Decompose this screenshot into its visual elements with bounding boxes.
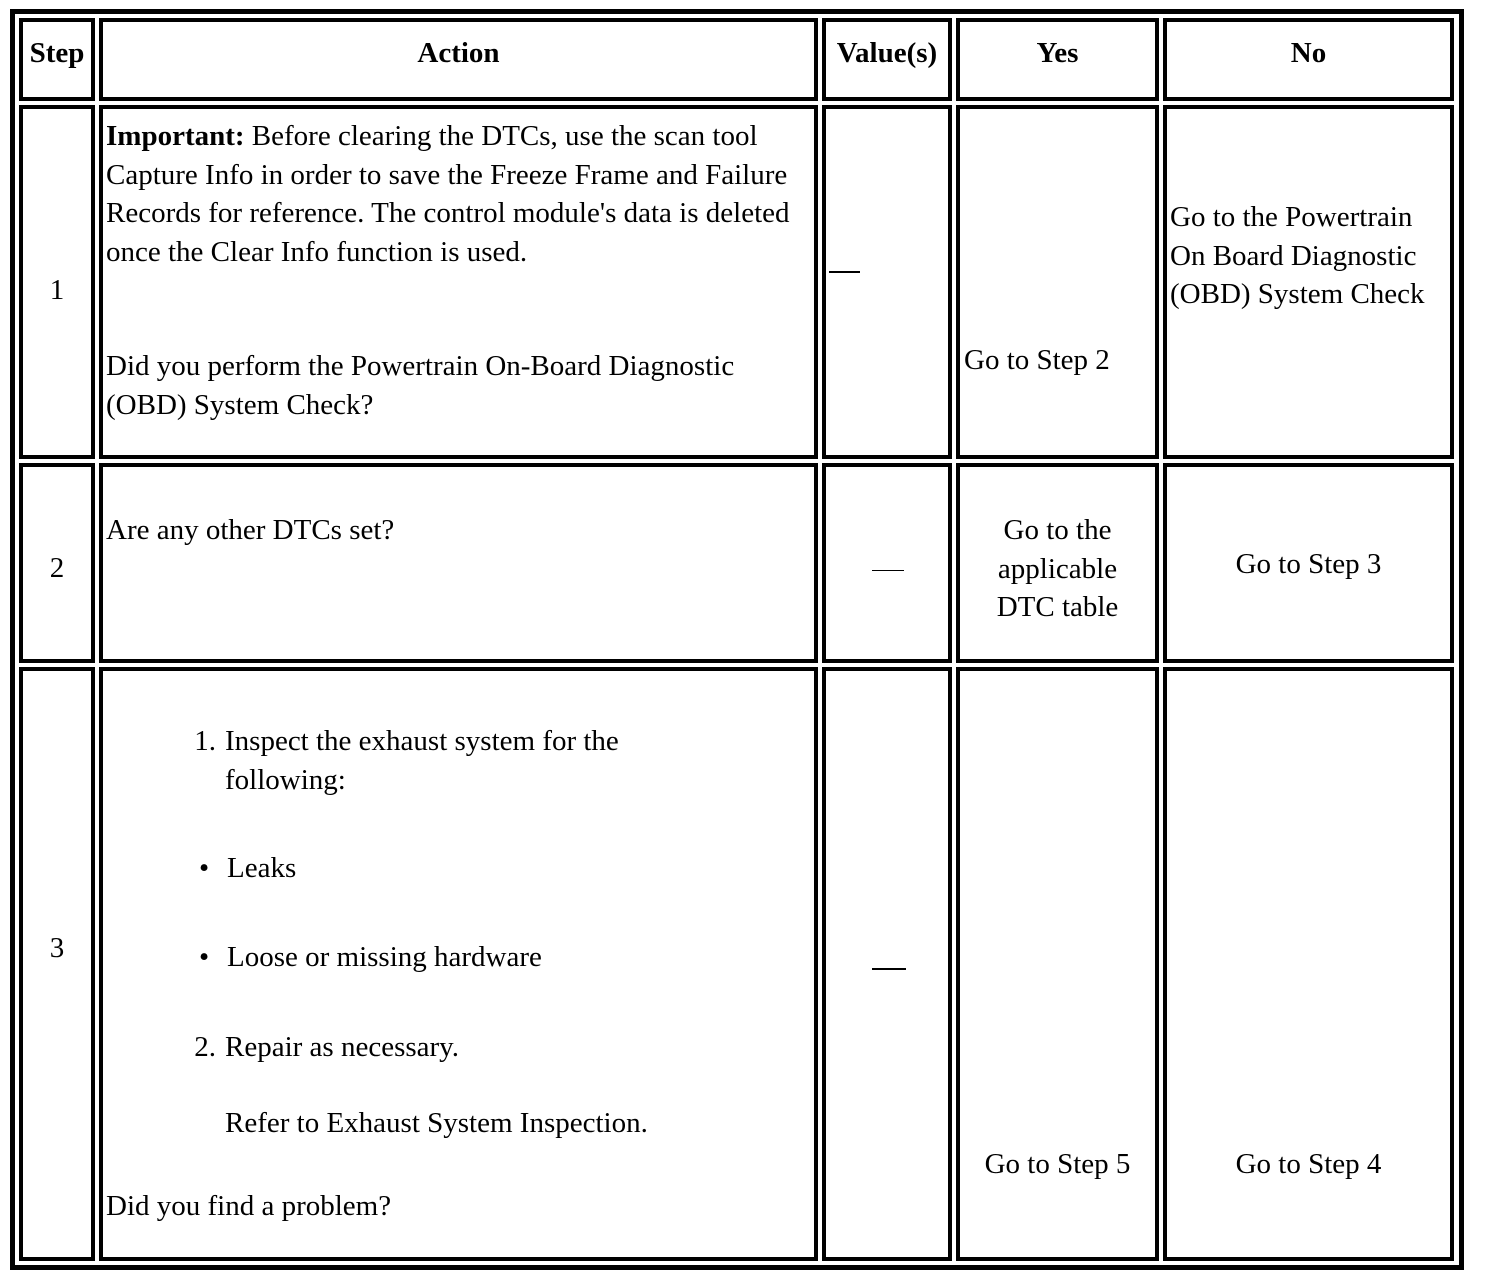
- row3-question: Did you find a problem?: [106, 1190, 392, 1222]
- row2-no-cell: [1163, 463, 1454, 663]
- row3-yes: Go to Step 5: [984, 1148, 1131, 1180]
- row2-value-dash: [872, 570, 904, 571]
- row3-step: 3: [49, 932, 65, 964]
- item2-text: Repair as necessary.: [225, 1031, 460, 1063]
- row2-step-cell: [19, 463, 95, 663]
- item1-number: 1.: [194, 725, 216, 757]
- row1-step-cell: [19, 105, 95, 459]
- item1-text: Inspect the exhaust system for the following:: [225, 725, 619, 796]
- important-text: Before clearing the DTCs, use the scan tool Capture Info in order to save the Freeze Frame and Failure Records for reference. The control module's data is deleted once the Clear Info function is used.: [106, 120, 790, 268]
- header-step: Step: [19, 18, 95, 101]
- row2-action-cell: [99, 463, 818, 663]
- header-action: Action: [99, 18, 818, 101]
- bullet-leaks: Leaks: [227, 852, 297, 884]
- row2-step: 2: [49, 552, 65, 584]
- row1-value-cell: [822, 105, 952, 459]
- row1-value-dash: [829, 271, 860, 273]
- row3-no: Go to Step 4: [1235, 1148, 1382, 1180]
- row3-no-cell: [1163, 667, 1454, 1261]
- row1-important: [106, 117, 812, 271]
- row2-question: Are any other DTCs set?: [106, 514, 395, 546]
- row3-yes-cell: [956, 667, 1159, 1261]
- bullet-marker: •: [199, 852, 210, 884]
- important-label: Important:: [106, 120, 245, 152]
- row1-no: Go to the Powertrain On Board Diagnostic (OBD) System Check: [1170, 201, 1425, 310]
- item2-number: 2.: [194, 1031, 216, 1063]
- row1-question: Did you perform the Powertrain On-Board Diagnostic (OBD) System Check?: [106, 350, 735, 421]
- row1-action-cell: [99, 105, 818, 459]
- row2-value-cell: [822, 463, 952, 663]
- row2-yes: Go to the applicable DTC table: [996, 514, 1119, 623]
- row2-no: Go to Step 3: [1235, 548, 1382, 580]
- header-yes: Yes: [956, 18, 1159, 101]
- row1-yes-cell: [956, 105, 1159, 459]
- row3-step-cell: [19, 667, 95, 1261]
- row3-action-cell: [99, 667, 818, 1261]
- row2-yes-cell: [956, 463, 1159, 663]
- header-values: Value(s): [822, 18, 952, 101]
- header-no: No: [1163, 18, 1454, 101]
- bullet-hardware: Loose or missing hardware: [227, 941, 542, 973]
- row3-value-cell: [822, 667, 952, 1261]
- bullet-marker: •: [199, 941, 210, 973]
- row3-value-dash: [872, 968, 906, 970]
- refer-text: Refer to Exhaust System Inspection.: [225, 1107, 648, 1139]
- row1-step: 1: [49, 274, 65, 306]
- row1-no-cell: [1163, 105, 1454, 459]
- row1-yes: Go to Step 2: [964, 344, 1110, 376]
